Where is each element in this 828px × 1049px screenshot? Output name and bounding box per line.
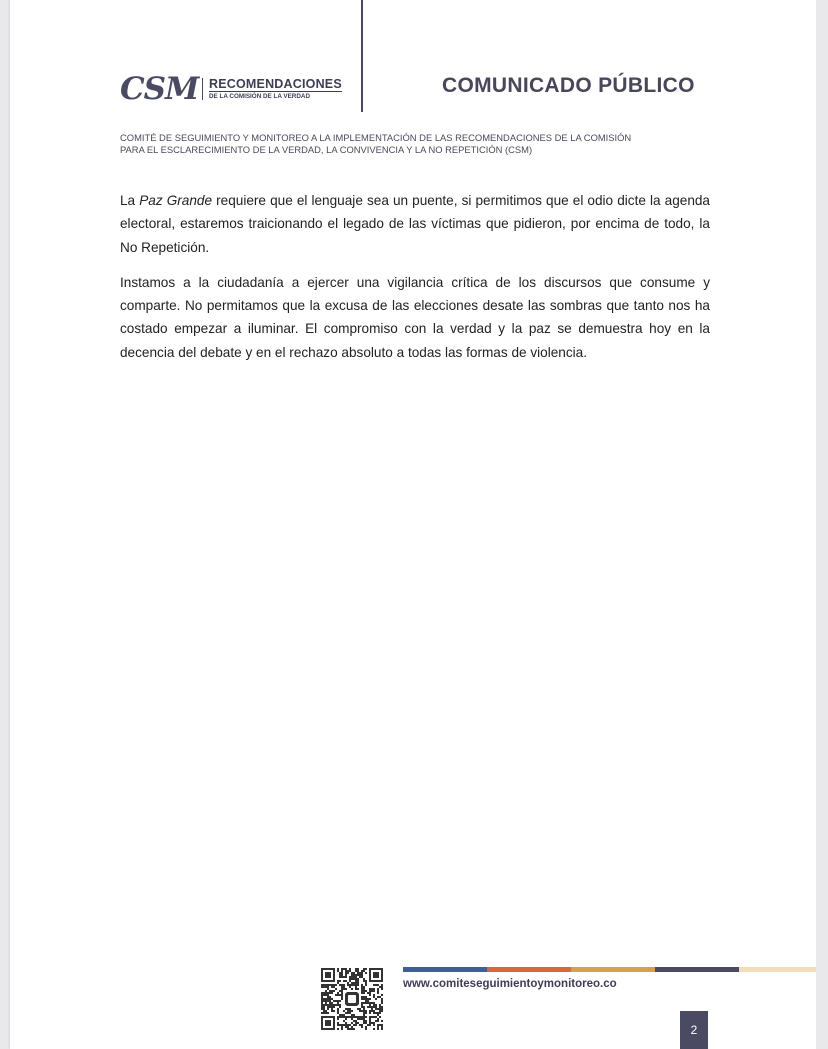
committee-name: [120, 132, 720, 156]
qr-code-icon[interactable]: [321, 968, 383, 1030]
logo-mark: CSM: [120, 71, 199, 107]
document-type-heading: COMUNICADO PÚBLICO: [442, 74, 695, 97]
page-number: 2: [680, 1011, 708, 1049]
bar-1: [403, 967, 487, 972]
paragraph-2: Instamos a la ciudadanía a ejercer una vigilancia crítica de los discursos que consume y comparte. No permitamos que la excusa de las elecciones desate las sombras que tanto nos ha costado empezar a iluminar. El compromiso con la verdad y la paz se demuestra hoy en la decencia del debate y en el rechazo absoluto a todas las formas de violencia.: [120, 274, 710, 360]
italic-phrase: Paz Grande: [139, 193, 213, 208]
logo-subtitle: DE LA COMISIÓN DE LA VERDAD: [209, 93, 310, 100]
committee-line-1: COMITÉ DE SEGUIMIENTO Y MONITOREO A LA IMPLEMENTACIÓN DE LAS RECOMENDACIONES DE LA COMISIÓN: [120, 132, 632, 143]
footer-color-bars: [403, 967, 823, 972]
document-page: [10, 0, 816, 1049]
header-divider: [361, 0, 363, 112]
committee-line-2: PARA EL ESCLARECIMIENTO DE LA VERDAD, LA CONVIVENCIA Y LA NO REPETICIÓN (CSM): [120, 144, 533, 155]
logo-separator: [202, 78, 203, 100]
body-text: [120, 189, 710, 376]
website-link[interactable]: www.comiteseguimientoymonitoreo.co: [403, 978, 617, 990]
viewer-margin: [816, 0, 828, 1049]
paragraph-1: La Paz Grande requiere que el lenguaje sea un puente, si permitimos que el odio dicte la agenda electoral, estaremos traicionando el legado de las víctimas que pidieron, por encima de todo, la No Repetición.: [120, 193, 710, 255]
bar-3: [571, 967, 655, 972]
logo-title: RECOMENDACIONES: [209, 77, 342, 91]
bar-2: [487, 967, 571, 972]
bar-4: [655, 967, 739, 972]
bar-5: [739, 967, 823, 972]
